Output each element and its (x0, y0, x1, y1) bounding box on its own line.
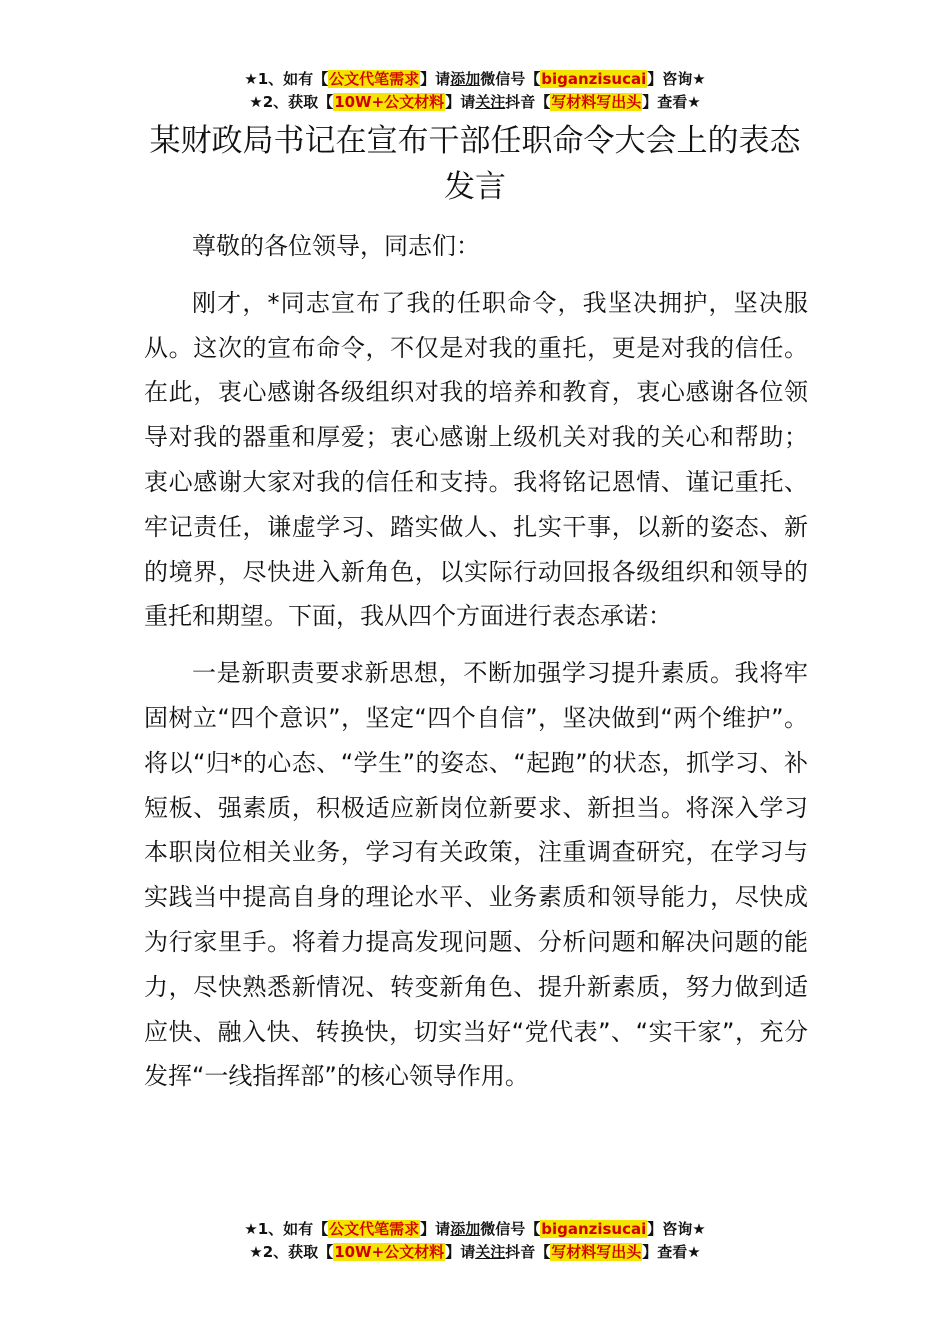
promo-text: 】查看★ (642, 1243, 701, 1261)
promo-text: 】请 (420, 70, 451, 88)
promo-text: ★1、如有【 (244, 1220, 329, 1238)
promo-text: 抖音【 (505, 93, 551, 111)
document-body (144, 224, 808, 1099)
promo-highlight-service: 公文代笔需求 (329, 70, 420, 88)
promo-text: ★1、如有【 (244, 70, 329, 88)
document-title: 某财政局书记在宣布干部任职命令大会上的表态发言 (149, 123, 801, 205)
promo-line-1 (0, 1218, 950, 1241)
promo-text: 】查看★ (642, 93, 701, 111)
promo-text: 】请 (445, 93, 476, 111)
promo-text: ★2、获取【 (249, 1243, 334, 1261)
promo-underline-add: 添加 (450, 70, 481, 88)
promo-highlight-douyin-account: 写材料写出头 (551, 1243, 642, 1261)
promo-line-2 (0, 1241, 950, 1264)
promo-highlight-douyin-account: 写材料写出头 (551, 93, 642, 111)
promo-banner-top (0, 68, 950, 114)
promo-highlight-wechat-id: biganzisucai (541, 1220, 647, 1238)
promo-text: 】请 (445, 1243, 476, 1261)
promo-underline-add: 添加 (450, 1220, 481, 1238)
promo-text: 抖音【 (505, 1243, 551, 1261)
promo-underline-follow: 关注 (475, 93, 506, 111)
promo-text: 微信号【 (480, 1220, 541, 1238)
promo-line-1 (0, 68, 950, 91)
promo-text: ★2、获取【 (249, 93, 334, 111)
promo-text: 】请 (420, 1220, 451, 1238)
promo-banner-bottom (0, 1218, 950, 1264)
body-paragraph: 一是新职责要求新思想，不断加强学习提升素质。我将牢固树立“四个意识”，坚定“四个自信”，坚决做到“两个维护”。将以“归*的心态、“学生”的姿态、“起跑”的状态，抓学习、补短板、强素质，积极适应新岗位新要求、新担当。将深入学习本职岗位相关业务，学习有关政策，注重调查研究，在学习与实践当中提高自身的理论水平、业务素质和领导能力，尽快成为行家里手。将着力提高发现问题、分析问题和解决问题的能力，尽快熟悉新情况、转变新角色、提升新素质，努力做到适应快、融入快、转换快，切实当好“党代表”、“实干家”，充分发挥“一线指挥部”的核心领导作用。 (144, 659, 808, 1091)
promo-highlight-wechat-id: biganzisucai (541, 70, 647, 88)
promo-underline-follow: 关注 (475, 1243, 506, 1261)
promo-text: 微信号【 (480, 70, 541, 88)
salutation: 尊敬的各位领导，同志们： (192, 232, 480, 260)
promo-highlight-materials: 10W+公文材料 (334, 93, 445, 111)
promo-text: 】咨询★ (647, 70, 706, 88)
body-paragraph: 刚才，*同志宣布了我的任职命令，我坚决拥护，坚决服从。这次的宣布命令，不仅是对我的重托，更是对我的信任。在此，衷心感谢各级组织对我的培养和教育，衷心感谢各位领导对我的器重和厚爱；衷心感谢上级机关对我的关心和帮助；衷心感谢大家对我的信任和支持。我将铭记恩情、谨记重托、牢记责任，谦虚学习、踏实做人、扎实干事，以新的姿态、新的境界，尽快进入新角色，以实际行动回报各级组织和领导的重托和期望。下面，我从四个方面进行表态承诺： (144, 288, 808, 631)
promo-highlight-materials: 10W+公文材料 (334, 1243, 445, 1261)
promo-text: 】咨询★ (647, 1220, 706, 1238)
promo-line-2 (0, 91, 950, 114)
promo-highlight-service: 公文代笔需求 (329, 1220, 420, 1238)
